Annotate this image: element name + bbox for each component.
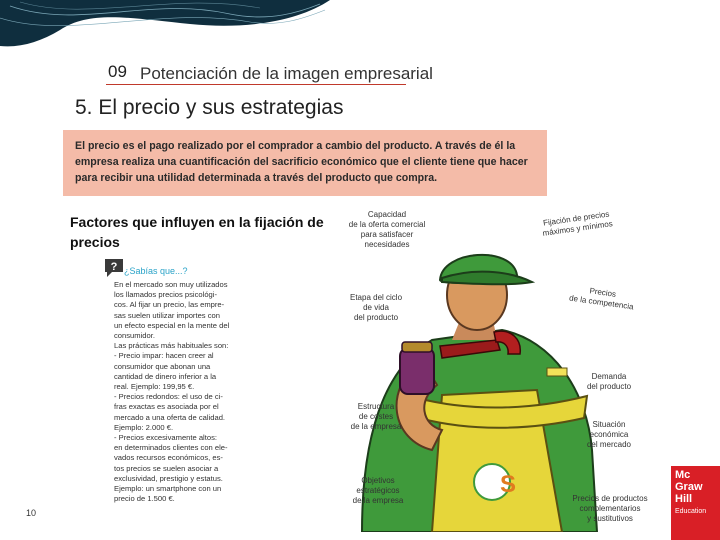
- logo-line-3: Hill: [675, 493, 693, 505]
- factor-etapa: [336, 293, 416, 323]
- factor-capacidad: [340, 210, 434, 250]
- publisher-logo: [671, 466, 720, 540]
- svg-text:S: S: [500, 471, 517, 498]
- definition-text: El precio es el pago realizado por el comprador a cambio del producto. A través de él la empresa realiza una cuantificación del sacrificio económico que el cliente tiene que hacer para recibir una utilidad determinada a través del producto que compra.: [75, 140, 528, 184]
- logo-line-1: Mc: [675, 469, 691, 481]
- factor-complementarios: [554, 494, 666, 524]
- header-decoration: [0, 0, 330, 50]
- section-title: 5. El precio y sus estrategias: [75, 96, 344, 119]
- page-number: 10: [26, 508, 37, 518]
- factor-demanda: [574, 372, 644, 392]
- header-underline: [106, 84, 406, 85]
- factor-situacion: [574, 420, 644, 450]
- question-bubble-icon: [102, 256, 126, 280]
- factor-situacion-text: Situación económica del mercado: [586, 420, 632, 449]
- logo-subtitle: Education: [675, 508, 707, 515]
- factor-capacidad-text: Capacidad de la oferta comercial para satisfacer necesidades: [348, 210, 426, 249]
- factor-competencia-text: Precios de la competencia: [568, 286, 635, 312]
- sabias-que-title: ¿Sabías que...?: [124, 266, 188, 276]
- factors-heading: Factores que influyen en la fijación de precios: [70, 214, 324, 250]
- sabias-que-body: En el mercado son muy utilizados los llamados precios psicológi- cos. Al fijar un precio, las empre- sas suelen utilizar importes con un efecto especial en la mente del consumidor. Las prácticas más habituales son: - Precio impar: hacen creer al consumidor que abonan una cantidad de dinero inferior a la real. Ejemplo: 199,95 €. - Precios redondos: el uso de ci- fras exactas es asociada por el mercado a una oferta de calidad. Ejemplo: 2.000 €. - Precios excesivamente altos: en determinados clientes con ele- vados recursos económicos, es- tos precios se suelen asociar a exclusividad, prestigio y estatus. Ejemplo: un smartphone con un precio de 1.500 €.: [114, 280, 230, 504]
- definition-box: [63, 130, 547, 196]
- factor-demanda-text: Demanda del producto: [586, 372, 632, 391]
- factor-complementarios-text: Precios de productos complementarios y sustitutivos: [572, 494, 648, 523]
- factor-estructura-text: Estructura de costes de la empresa: [350, 402, 402, 431]
- factor-estructura: [336, 402, 416, 432]
- factor-fijacion-text: Fijación de precios máximos y mínimos: [542, 209, 614, 238]
- unit-title: Potenciación de la imagen empresarial: [140, 64, 433, 83]
- logo-line-2: Graw: [675, 481, 703, 493]
- svg-text:?: ?: [110, 261, 118, 273]
- factor-objetivos-text: Objetivos estratégicos de la empresa: [352, 476, 404, 505]
- unit-number: 09: [108, 62, 127, 81]
- factor-objetivos: [340, 476, 416, 506]
- factor-etapa-text: Etapa del ciclo de vida del producto: [349, 293, 403, 322]
